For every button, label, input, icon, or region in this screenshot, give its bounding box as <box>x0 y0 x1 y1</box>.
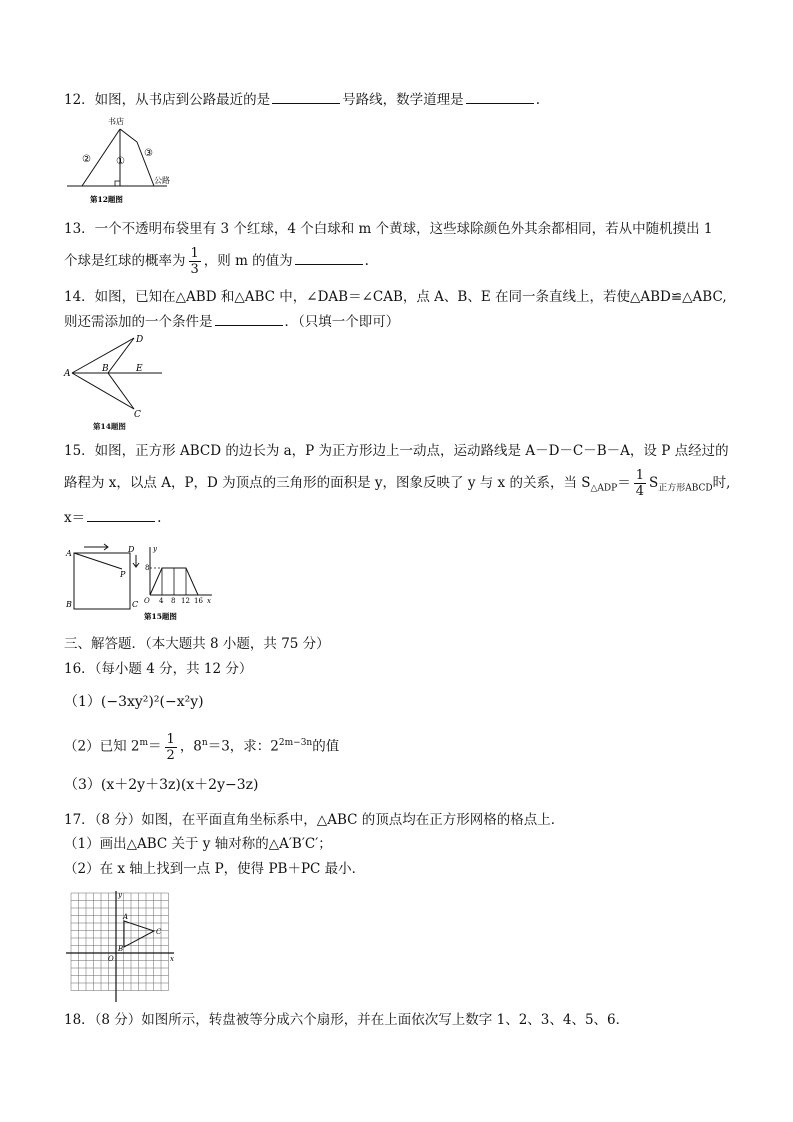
q15-label-a: A <box>66 549 72 558</box>
q15-caption: 第15题图 <box>144 612 177 621</box>
q15-origin: O <box>144 597 150 605</box>
q15-label-d: D <box>128 545 135 554</box>
q17-head: 17．（8 分）如图，在平面直角坐标系中，△ABC 的顶点均在正方形网格的格点上． <box>64 812 565 828</box>
q14-line1: 14．如图，已知在△ABD 和△ABC 中，∠DAB＝∠CAB，点 A、B、E 在同一条直线上，若使△ABD≌△ABC, <box>64 289 727 305</box>
q16-fraction: $\frac{1}{2}$ <box>166 731 175 763</box>
q13-blank[interactable] <box>295 250 363 265</box>
q12-part-a: 12．如图，从书店到公路最近的是 <box>64 92 271 108</box>
q17-origin: O <box>108 955 114 963</box>
q16-head: 16．（每小题 4 分，共 12 分） <box>64 661 253 677</box>
q14-caption: 第14题图 <box>93 422 126 431</box>
q15-line3: x＝ . <box>64 507 161 528</box>
q14-label-d: D <box>136 335 144 345</box>
q15-blank[interactable] <box>87 507 155 522</box>
q13-fraction: $\frac{1}{3}$ <box>190 246 199 277</box>
q16-part3: （3）(x＋2y＋3z)(x＋2y−3z) <box>64 777 259 793</box>
q15-tick-8: 8 <box>171 597 176 605</box>
q13-line2: 个球是红球的概率为 $\frac{1}{3}$ ，则 m 的值为 . <box>64 246 369 277</box>
q12-caption: 第12题图 <box>90 195 123 204</box>
q15-x-label: x <box>207 597 211 605</box>
q15-y8: 8 <box>145 564 150 572</box>
q17-grid-figure <box>64 889 176 1004</box>
q17-grid <box>71 893 169 991</box>
q14-label-e: E <box>136 364 143 374</box>
q15-fraction: $\frac{1}{4}$ <box>635 468 644 499</box>
q15-label-p: P <box>120 570 126 579</box>
q17-part2: （2）在 x 轴上找到一点 P，使得 PB＋PC 最小． <box>64 861 366 877</box>
q12-route-2: ② <box>82 154 91 165</box>
q17-y-label: y <box>118 891 122 899</box>
q12-part-b: 号路线，数学道理是 <box>342 92 464 108</box>
q17-label-a: A <box>123 913 129 921</box>
q15-tick-12: 12 <box>181 597 190 605</box>
q12-blank-1[interactable] <box>272 89 340 104</box>
q12-figure <box>62 114 172 209</box>
q15-figure <box>64 543 224 633</box>
q14-label-a: A <box>64 369 71 379</box>
q13-line1: 13．一个不透明布袋里有 3 个红球，4 个白球和 m 个黄球，这些球除颜色外其余都相同，若从中随机摸出 1 <box>64 221 713 237</box>
q14-line2: 则还需添加的一个条件是 ．（只填一个即可） <box>64 311 399 332</box>
q15-label-c: C <box>132 600 139 609</box>
q12-route-3: ③ <box>144 148 153 159</box>
q15-line1: 15．如图，正方形 ABCD 的边长为 a，P 为正方形边上一动点，运动路线是 A－D－C－B－A，设 P 点经过的 <box>64 443 729 459</box>
q15-tick-16: 16 <box>194 597 203 605</box>
q16-part2: （2）已知 $2^m=$ $\frac{1}{2}$ ，$8^n=3$，求：$2^{2m-3n}$的值 <box>64 731 340 763</box>
q14-label-b: B <box>102 364 109 374</box>
q16-part1: （1）(−3xy²)²(−x²y) <box>64 694 204 710</box>
q12-road-label: 公路 <box>154 176 170 185</box>
q14-label-c: C <box>134 410 141 420</box>
section-3-heading: 三、解答题．（本大题共 8 小题，共 75 分） <box>64 636 330 652</box>
q17-label-c: C <box>156 928 162 936</box>
q14-figure <box>62 333 177 423</box>
q15-y-label: y <box>153 545 157 553</box>
q12-blank-2[interactable] <box>466 89 534 104</box>
q15-label-b: B <box>66 600 72 609</box>
q17-x-label: x <box>170 955 174 963</box>
q15-tick-4: 4 <box>159 597 164 605</box>
q18-text: 18．（8 分）如图所示，转盘被等分成六个扇形，并在上面依次写上数字 1、2、3、4、5、6． <box>64 1012 630 1028</box>
q17-label-b: B <box>118 945 124 953</box>
q12-shop-label: 书店 <box>108 117 124 126</box>
q15-line2: 路程为 x，以点 A，P，D 为顶点的三角形的面积是 y，图象反映了 y 与 x 的关系，当 $S_{\triangle ADP}=$ $\frac{1}{4}$ $S_{正方形ABCD}$时, <box>64 468 731 499</box>
q14-blank[interactable] <box>215 311 283 326</box>
q12-text: 12．如图，从书店到公路最近的是 号路线，数学道理是 . <box>64 89 540 110</box>
q12-route-1: ① <box>116 156 125 167</box>
q17-part1: （1）画出△ABC 关于 y 轴对称的△A′B′C′； <box>64 836 332 852</box>
